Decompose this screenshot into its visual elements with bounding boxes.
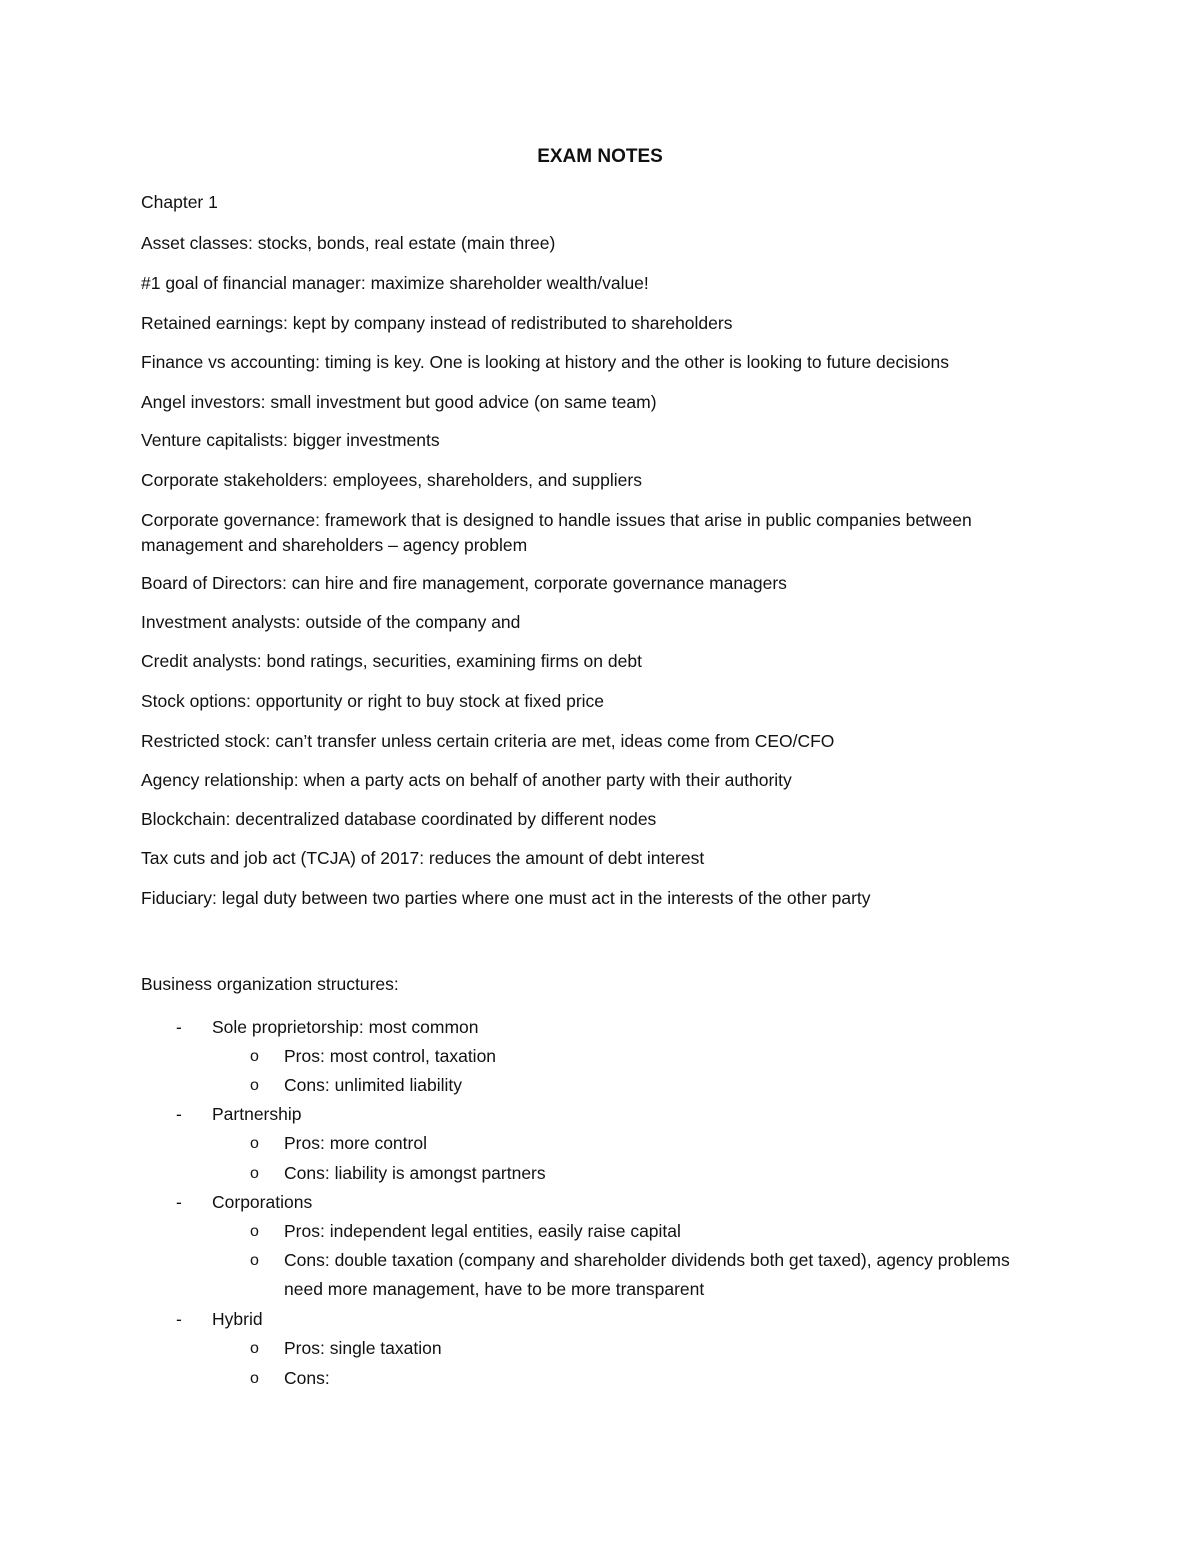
sub-marker: o — [250, 1048, 259, 1065]
note-agency-relationship: Agency relationship: when a party acts on behalf of another party with their authority — [141, 770, 792, 790]
note-finance-vs-accounting: Finance vs accounting: timing is key. One is looking at history and the other is looking to future decisions — [141, 352, 950, 372]
structure-partnership: Partnership — [212, 1104, 302, 1124]
note-angel-investors: Angel investors: small investment but good advice (on same team) — [141, 392, 657, 412]
note-corporate-stakeholders: Corporate stakeholders: employees, shareholders, and suppliers — [141, 470, 642, 490]
chapter-heading: Chapter 1 — [141, 192, 218, 212]
note-retained-earnings: Retained earnings: kept by company instead of redistributed to shareholders — [141, 313, 733, 333]
structure-corporations: Corporations — [212, 1192, 313, 1212]
sole-proprietorship-cons: Cons: unlimited liability — [284, 1075, 462, 1095]
dash-marker: - — [176, 1192, 182, 1212]
hybrid-pros: Pros: single taxation — [284, 1338, 442, 1358]
sub-marker: o — [250, 1077, 259, 1094]
note-corporate-governance: Corporate governance: framework that is designed to handle issues that arise in public companies between management and shareholders – agency problem — [141, 510, 972, 555]
sub-marker: o — [250, 1135, 259, 1152]
corporations-cons: Cons: double taxation (company and shareholder dividends both get taxed), agency problems need more management, have to be more transparent — [284, 1250, 1010, 1299]
note-tcja: Tax cuts and job act (TCJA) of 2017: reduces the amount of debt interest — [141, 848, 705, 868]
dash-marker: - — [176, 1017, 182, 1037]
partnership-pros: Pros: more control — [284, 1133, 427, 1153]
hybrid-cons: Cons: — [284, 1368, 330, 1388]
note-asset-classes: Asset classes: stocks, bonds, real estate (main three) — [141, 233, 556, 253]
document-title: EXAM NOTES — [537, 146, 663, 167]
note-fiduciary: Fiduciary: legal duty between two parties where one must act in the interests of the other party — [141, 888, 871, 908]
note-stock-options: Stock options: opportunity or right to buy stock at fixed price — [141, 691, 605, 711]
sub-marker: o — [250, 1252, 259, 1269]
sub-marker: o — [250, 1165, 259, 1182]
partnership-cons: Cons: liability is amongst partners — [284, 1163, 546, 1183]
note-credit-analysts: Credit analysts: bond ratings, securities, examining firms on debt — [141, 651, 642, 671]
note-goal-financial-manager: #1 goal of financial manager: maximize shareholder wealth/value! — [141, 273, 649, 293]
note-blockchain: Blockchain: decentralized database coordinated by different nodes — [141, 809, 657, 829]
note-restricted-stock: Restricted stock: can’t transfer unless certain criteria are met, ideas come from CEO/CFO — [141, 731, 835, 751]
sole-proprietorship-pros: Pros: most control, taxation — [284, 1046, 497, 1066]
note-investment-analysts: Investment analysts: outside of the company and — [141, 612, 521, 632]
note-board-of-directors: Board of Directors: can hire and fire management, corporate governance managers — [141, 573, 787, 593]
dash-marker: - — [176, 1309, 182, 1329]
sub-marker: o — [250, 1370, 259, 1387]
structures-heading: Business organization structures: — [141, 974, 399, 994]
sub-marker: o — [250, 1340, 259, 1357]
note-venture-capitalists: Venture capitalists: bigger investments — [141, 430, 440, 450]
structure-hybrid: Hybrid — [212, 1309, 263, 1329]
structure-sole-proprietorship: Sole proprietorship: most common — [212, 1017, 479, 1037]
dash-marker: - — [176, 1104, 182, 1124]
corporations-pros: Pros: independent legal entities, easily raise capital — [284, 1221, 681, 1241]
sub-marker: o — [250, 1223, 259, 1240]
